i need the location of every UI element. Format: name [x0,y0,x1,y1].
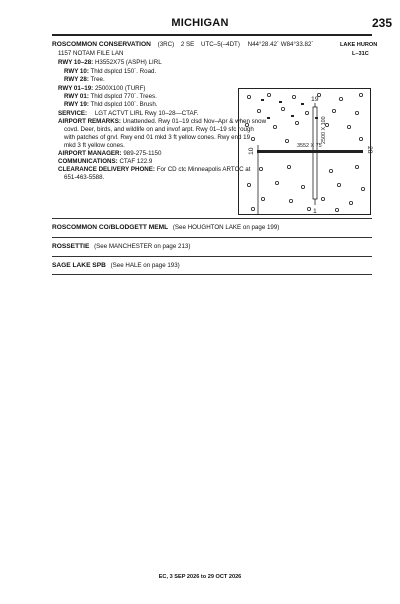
chart-sub: L–31C [352,51,369,57]
state-title: MICHIGAN [171,17,229,29]
runway-01-line [64,93,157,101]
runway-19-line [64,101,158,109]
airport-name: ROSCOMMON CONSERVATION [52,41,151,48]
airport-diagram-svg [239,89,373,215]
runway-10-28-info: H3552X75 (ASPH) LIRL [94,59,162,66]
cross-ref-3 [52,262,180,270]
runway-01-text: Thld dsplcd 770´. Trees. [90,93,157,100]
communications-text: CTAF 122.9 [119,158,153,165]
remarks-label: AIRPORT REMARKS: [58,118,121,125]
effective-dates-footer: EC, 3 SEP 2026 to 29 OCT 2026 [158,574,242,580]
runway-19-label: RWY 19: [64,101,89,108]
runway-10-28-line [58,59,162,67]
runway-28-end-label: 28 [366,146,373,154]
runway-19-end-label: 19 [311,96,319,103]
section-rule-4 [52,274,372,275]
runway-10-line [64,68,156,76]
service-label: SERVICE: [58,110,88,117]
manager-line [58,150,161,158]
remarks-line-3: with patches of grvl. Rwy end 01 mkd 3 ft yellow cones. Rwy end 19 [64,134,251,141]
airport-distance: 2 SE [180,41,195,48]
runway-01-end-label: 1 [313,208,317,215]
remarks-line-4: mkd 3 ft yellow cones. [64,142,125,149]
cross-ref-1-text: (See HOUGHTON LAKE on page 199) [172,224,280,231]
runway-10-text: Thld dsplcd 150´. Road. [90,68,157,75]
clearance-text-1: For CD ctc Minneapolis ARTCC at [156,166,251,173]
clearance-line-2: 651-463-5588. [64,174,105,181]
runway-10-end-label: 10 [248,147,255,155]
building-symbols [261,99,318,119]
service-text: LGT ACTVT LIRL Rwy 10–28—CTAF. [94,110,199,117]
runway-01-19-info: 2500X100 (TURF) [94,85,146,92]
header-rule [52,34,372,36]
runway-01-19-line [58,85,146,93]
manager-text: 989-275-1150 [123,150,162,157]
section-rule-2 [52,237,372,238]
airport-utc: UTC–5(–4DT) [201,41,240,48]
runway-10-28 [257,150,363,153]
runway-01-19-dimension: 2500 X 100 [321,116,327,144]
airport-coords: N44°28.42´ W84°33.82´ [247,41,314,48]
airport-ident: (3RC) [157,41,175,48]
runway-28-text: Tree. [90,76,105,83]
clearance-line-1 [58,166,250,174]
runway-10-28-dimension: 3552 X 75 [297,143,322,149]
elevation-notam: 1157 NOTAM FILE LAN [58,50,124,57]
runway-01-label: RWY 01: [64,93,89,100]
cross-ref-3-text: (See HALE on page 193) [110,262,180,269]
airport-title-line [52,41,313,49]
runway-19-text: Thld dsplcd 100´. Brush. [90,101,158,108]
clearance-label: CLEARANCE DELIVERY PHONE: [58,166,155,173]
remarks-line-1 [58,118,266,126]
cross-ref-2-name: ROSSETTIE [52,243,90,250]
runway-28-line [64,76,105,84]
communications-line [58,158,152,166]
service-line [58,110,198,118]
runway-28-label: RWY 28: [64,76,89,83]
airport-diagram [238,88,371,215]
runway-10-28-label: RWY 10–28: [58,59,94,66]
section-rule-1 [52,218,372,219]
cross-ref-3-name: SAGE LAKE SPB [52,262,106,269]
chart-region: LAKE HURON [340,42,378,48]
remarks-line-2: covd. Deer, birds, and wildlife on and invof arpt. Rwy 01–19 sfc rough [64,126,254,133]
section-rule-3 [52,256,372,257]
cross-ref-2-text: (See MANCHESTER on page 213) [94,243,191,250]
runway-10-label: RWY 10: [64,68,89,75]
page-number: 235 [371,16,392,30]
cross-ref-2 [52,243,190,251]
runway-01-19-label: RWY 01–19: [58,85,94,92]
communications-label: COMMUNICATIONS: [58,158,118,165]
manager-label: AIRPORT MANAGER: [58,150,122,157]
remarks-text-1: Unattended. Rwy 01–19 clsd Nov–Apr & when snow [122,118,267,125]
cross-ref-1-name: ROSCOMMON CO/BLODGETT MEML [52,224,169,231]
cross-ref-1 [52,224,279,232]
